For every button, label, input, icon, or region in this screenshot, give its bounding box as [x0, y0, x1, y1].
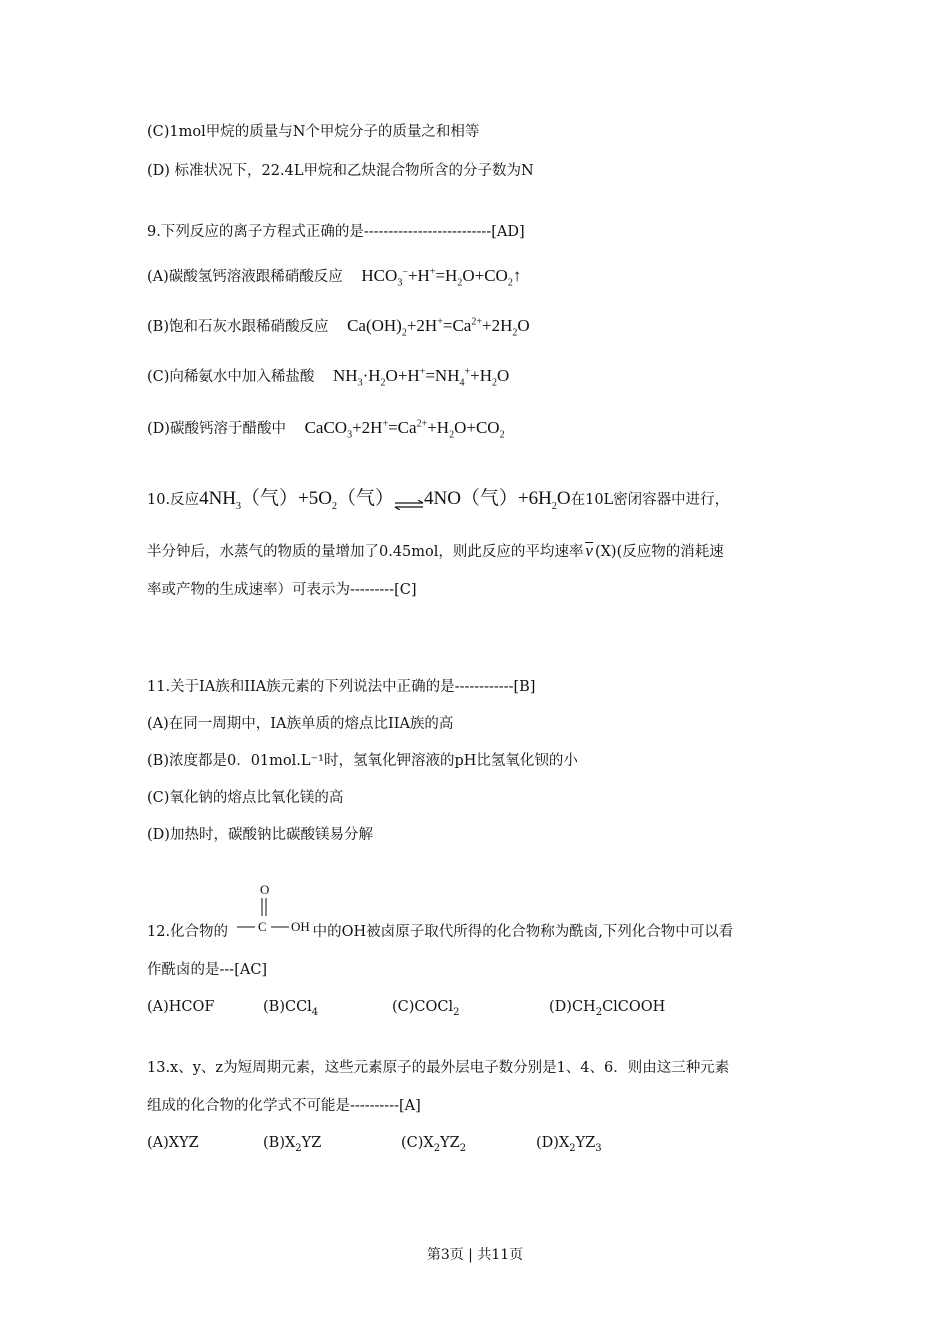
q11-option-d: (D)加热时，碳酸钠比碳酸镁易分解	[147, 827, 373, 843]
q11-stem: 11.关于IA族和IIA族元素的下列说法中正确的是------------[B]	[147, 679, 536, 695]
q13-option-d: $(D)X_2YZ_3$	[536, 1135, 602, 1154]
q9-option-d: (D)碳酸钙溶于醋酸中 $CaCO_3+2H^+=Ca^{2+}+H_2O+CO_2$	[147, 418, 505, 441]
q12-line2: 作酰卤的是---[AC]	[147, 962, 268, 978]
q13-option-c: $(C)X_2YZ_2$	[401, 1135, 467, 1154]
q10-line2: 半分钟后，水蒸气的物质的量增加了0.45mol，则此反应的平均速率 v (X)(反应物的消耗速	[147, 541, 724, 560]
q9-equation-a: $HCO_3^-+H^+=H_2O+CO_2↑$	[361, 266, 522, 289]
q8-option-d: (D) 标准状况下，22.4L甲烷和乙炔混合物所含的分子数为N	[147, 163, 534, 179]
q13-line2: 组成的化合物的化学式不可能是----------[A]	[147, 1098, 421, 1114]
svg-text:O: O	[259, 882, 270, 897]
q9-equation-b: $Ca(OH)_2+2H^+=Ca^{2+}+2H_2O$	[347, 316, 530, 339]
q10-line3: 率或产物的生成速率）可表示为---------[C]	[147, 582, 417, 598]
q12-option-d: $(D)CH_2ClCOOH$	[549, 999, 666, 1018]
svg-text:C: C	[257, 919, 267, 934]
q10-equation: $4NH_3$（气）$+5O_2$（气） 4NO（气）$+6H_2O$	[199, 488, 571, 512]
svg-text:OH: OH	[290, 919, 310, 934]
page-footer: 第3页 | 共11页	[426, 1247, 524, 1263]
q9-option-a: (A)碳酸氢钙溶液跟稀硝酸反应 $HCO_3^-+H^+=H_2O+CO_2↑$	[147, 266, 522, 289]
carboxyl-structure-diagram	[233, 880, 313, 940]
q9-option-c: (C)向稀氨水中加入稀盐酸 $NH_3\cdot H_2O+H^+=NH_4^++H_2O$	[147, 366, 510, 389]
q13-option-b: $(B)X_2YZ$	[263, 1135, 322, 1154]
q9-option-b: (B)饱和石灰水跟稀硝酸反应 $Ca(OH)_2+2H^+=Ca^{2+}+2H_2O$	[147, 316, 530, 339]
q8-option-c: (C)1mol甲烷的质量与N个甲烷分子的质量之和相等	[147, 124, 480, 140]
q11-option-b: (B)浓度都是0．01mol.L⁻¹时，氢氧化钾溶液的pH比氢氧化钡的小	[147, 753, 578, 769]
v-bar-symbol: v	[585, 541, 593, 560]
q12-option-a: (A)HCOF	[147, 999, 215, 1015]
carboxyl-structure	[233, 882, 313, 942]
reversible-arrow-icon	[394, 495, 424, 505]
q9-stem: 9.下列反应的离子方程式正确的是--------------------------[AD]	[147, 224, 525, 240]
q13-stem: 13.x、y、z为短周期元素，这些元素原子的最外层电子数分别是1、4、6．则由这三种元素	[147, 1060, 730, 1076]
q13-option-a: (A)XYZ	[147, 1135, 199, 1151]
q9-equation-d: $CaCO_3+2H^+=Ca^{2+}+H_2O+CO_2$	[304, 418, 505, 441]
q11-option-a: (A)在同一周期中，IA族单质的熔点比IIA族的高	[147, 716, 454, 732]
q11-option-c: (C)氧化钠的熔点比氧化镁的高	[147, 790, 344, 806]
q9-equation-c: $NH_3\cdot H_2O+H^+=NH_4^++H_2O$	[333, 366, 510, 389]
q12-option-b: (B)CCl$_4$	[263, 999, 319, 1018]
q12-option-c: (C)COCl$_2$	[392, 999, 460, 1018]
q10-line1: 10.反应$4NH_3$（气）$+5O_2$（气） 4NO（气）$+6H_2O$在10L密闭容器中进行，	[147, 488, 730, 512]
q12-line1: 12.化合物的 O C OH 中的OH被卤原子取代所得的化合物称为酰卤,下列化合物中可以看	[147, 882, 734, 940]
